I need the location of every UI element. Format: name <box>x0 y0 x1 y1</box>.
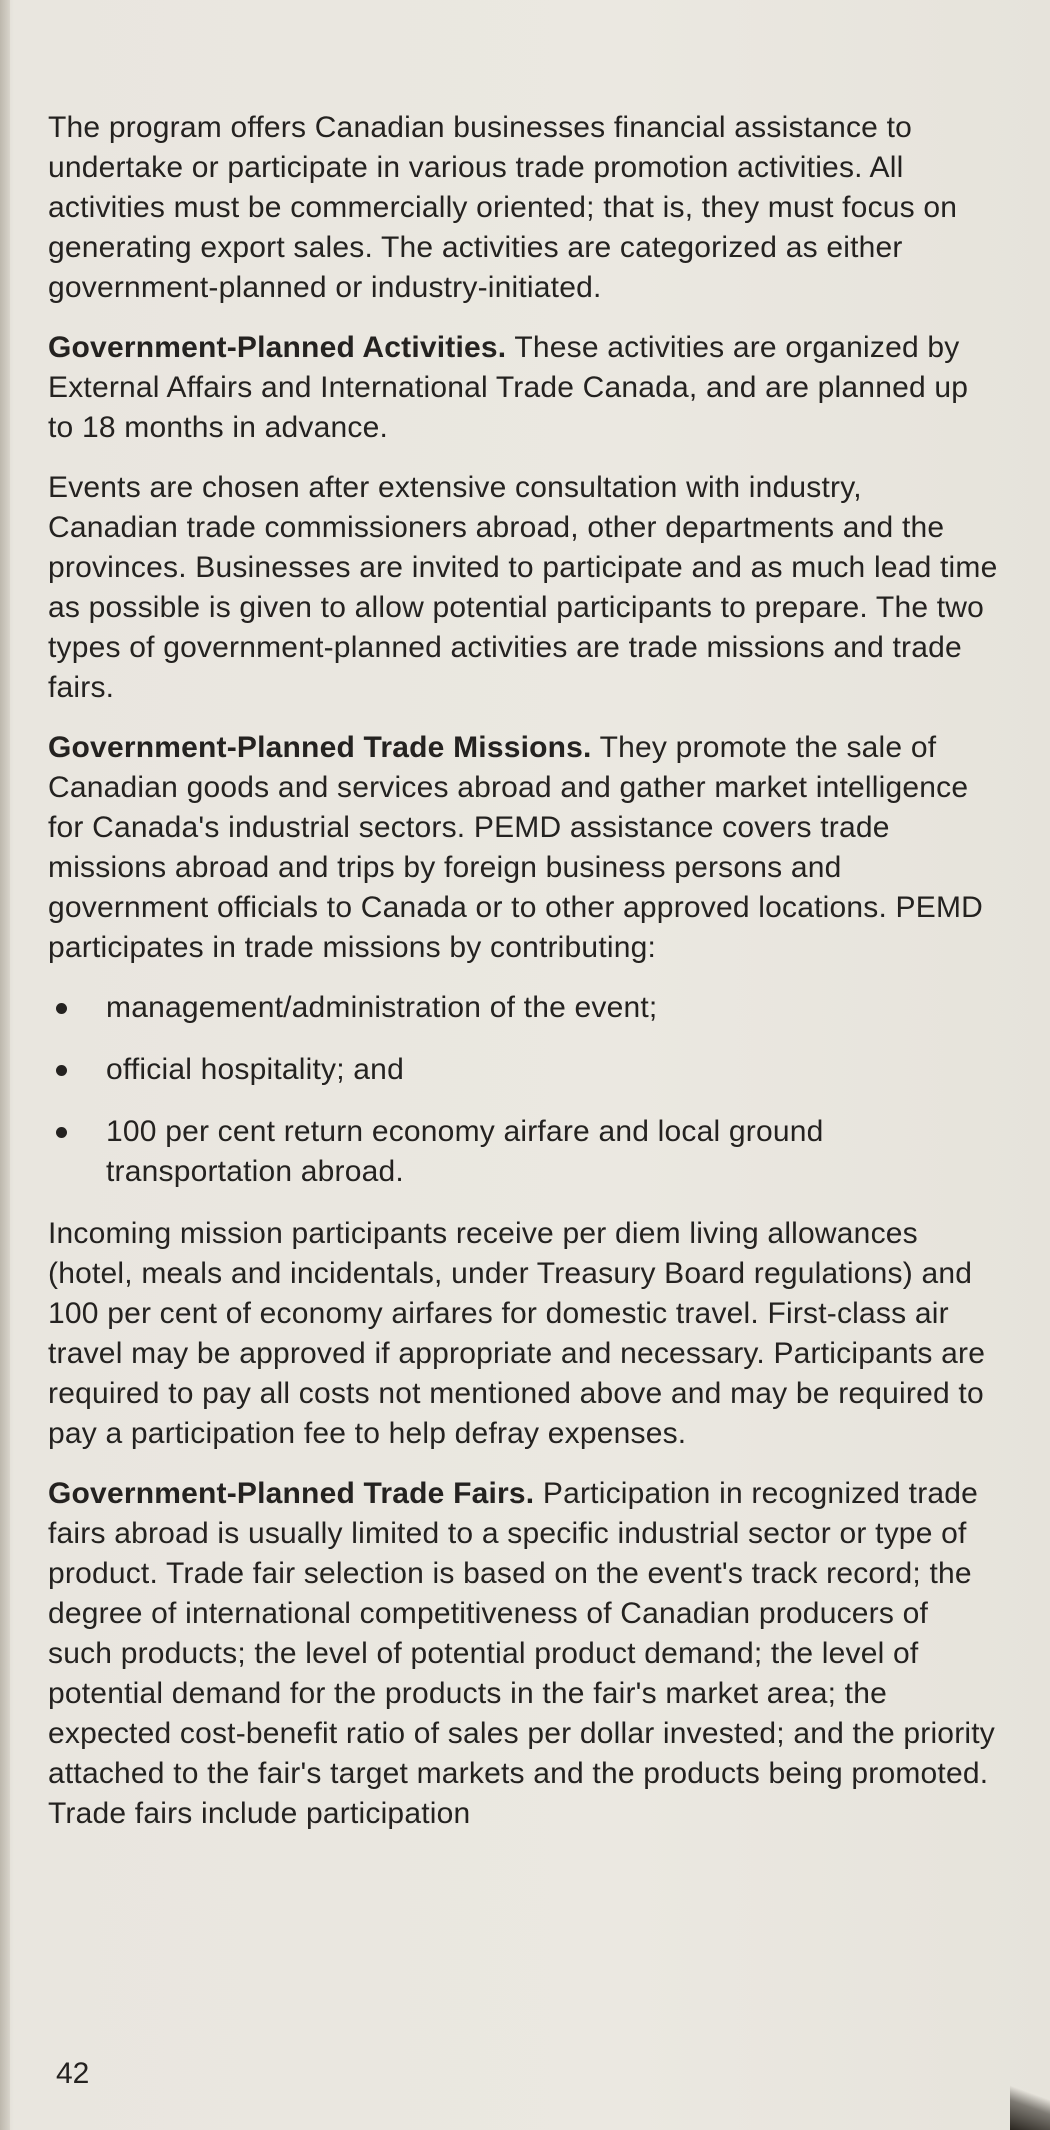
events-text: Events are chosen after extensive consultation with industry, Canadian trade commissioners abroad, other departments and the provinces. Businesses are invited to participate and as much lead time as possible is given to allow potential participants to prepare. The two types of government-planned activities are trade missions and trade fairs. <box>48 471 998 704</box>
bullet-icon <box>56 1065 67 1076</box>
page-corner-shadow <box>1010 2070 1050 2130</box>
contributions-list <box>48 988 998 1192</box>
trade-missions-paragraph <box>48 728 998 968</box>
binding-gutter <box>0 0 10 2130</box>
events-paragraph <box>48 468 998 708</box>
intro-text: The program offers Canadian businesses financial assistance to undertake or participate in various trade promotion activities. All activities must be commercially oriented; that is, they must focus on generating export sales. The activities are categorized as either government-planned or industry-initiated. <box>48 111 958 304</box>
incoming-mission-paragraph <box>48 1214 998 1454</box>
page-body <box>48 108 998 1854</box>
trade-fairs-heading: Government-Planned Trade Fairs. <box>48 1477 535 1510</box>
list-item-text: 100 per cent return economy airfare and local ground transportation abroad. <box>106 1115 824 1188</box>
page-number: 42 <box>56 2057 90 2090</box>
incoming-mission-text: Incoming mission participants receive per diem living allowances (hotel, meals and incidentals, under Treasury Board regulations) and 100 per cent of economy airfares for domestic travel. First-class air travel may be approved if appropriate and necessary. Participants are required to pay all costs not mentioned above and may be required to pay a participation fee to help defray expenses. <box>48 1217 986 1450</box>
list-item <box>48 1050 998 1090</box>
list-item <box>48 1112 998 1192</box>
trade-fairs-paragraph <box>48 1474 998 1834</box>
bullet-icon <box>56 1127 67 1138</box>
list-item-text: official hospitality; and <box>106 1053 404 1086</box>
trade-missions-heading: Government-Planned Trade Missions. <box>48 731 592 764</box>
list-item <box>48 988 998 1028</box>
trade-fairs-text: Participation in recognized trade fairs abroad is usually limited to a specific industrial sector or type of product. Trade fair selection is based on the event's track record; the degree of international competitiveness of Canadian producers of such products; the level of potential product demand; the level of potential demand for the products in the fair's market area; the expected cost-benefit ratio of sales per dollar invested; and the priority attached to the fair's target markets and the products being promoted. Trade fairs include participation <box>48 1477 995 1830</box>
government-planned-activities-paragraph <box>48 328 998 448</box>
list-item-text: management/administration of the event; <box>106 991 658 1024</box>
bullet-icon <box>56 1003 67 1014</box>
government-planned-activities-text: These activities are organized by External Affairs and International Trade Canada, and are planned up to 18 months in advance. <box>48 331 969 444</box>
intro-paragraph <box>48 108 998 308</box>
trade-missions-text: They promote the sale of Canadian goods and services abroad and gather market intelligence for Canada's industrial sectors. PEMD assistance covers trade missions abroad and trips by foreign business persons and government officials to Canada or to other approved locations. PEMD participates in trade missions by contributing: <box>48 731 984 964</box>
government-planned-activities-heading: Government-Planned Activities. <box>48 331 507 364</box>
